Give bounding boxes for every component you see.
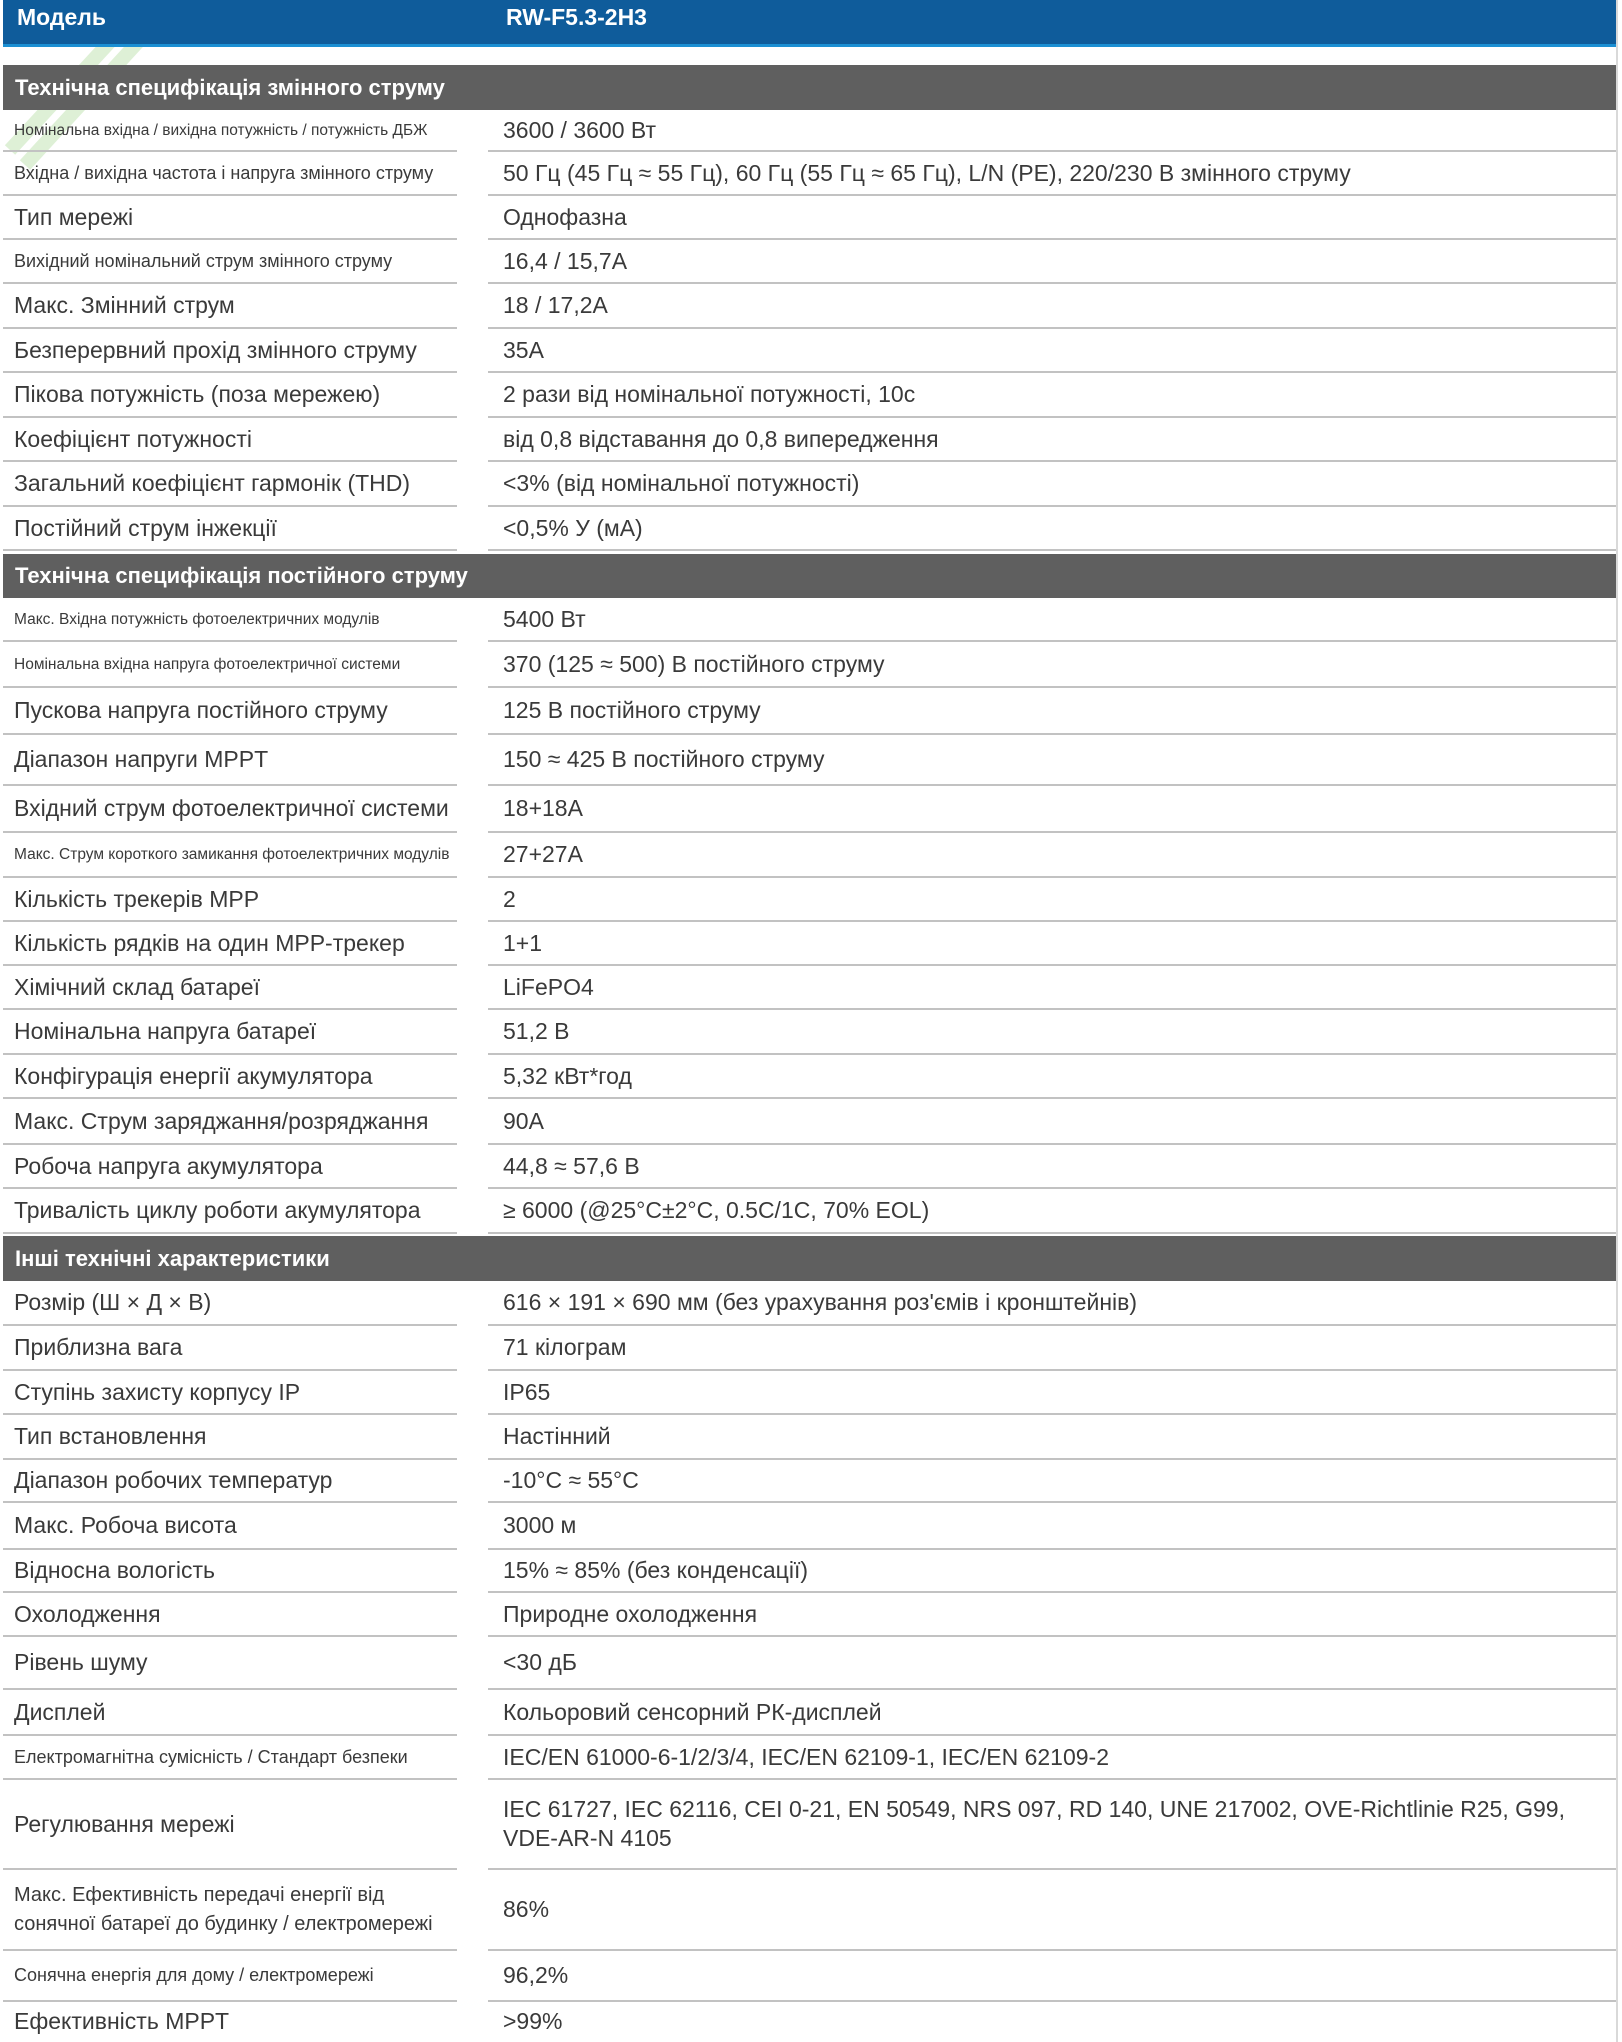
spec-label: Кількість рядків на один MPP-трекер	[14, 929, 405, 956]
spec-label: Макс. Робоча висота	[14, 1512, 237, 1538]
spec-value: <30 дБ	[503, 1649, 577, 1675]
spec-row	[0, 878, 1622, 922]
spec-value: 2 рази від номінальної потужності, 10с	[503, 381, 916, 407]
spec-label: Макс. Вхідна потужність фотоелектричних модулів	[14, 610, 380, 628]
spec-value: 5,32 кВт*год	[503, 1062, 632, 1089]
spec-value: Однофазна	[503, 203, 627, 230]
spec-row	[0, 735, 1622, 786]
spec-label: Тип встановлення	[14, 1423, 207, 1449]
section-header: Інші технічні характеристики	[3, 1236, 1617, 1281]
spec-value: 71 кілограм	[503, 1334, 627, 1360]
spec-value: <0,5% У (мА)	[503, 514, 643, 541]
spec-value: IEC/EN 61000-6-1/2/3/4, IEC/EN 62109-1, IEC/EN 62109-2	[503, 1743, 1109, 1770]
spec-row	[0, 966, 1622, 1010]
table-right-edge	[1616, 0, 1618, 2042]
spec-value: Природне охолодження	[503, 1600, 758, 1627]
spec-row	[0, 418, 1622, 462]
spec-label: Охолодження	[14, 1600, 161, 1627]
spec-label: Хімічний склад батареї	[14, 973, 260, 1000]
spec-value: ≥ 6000 (@25°C±2°C, 0.5C/1C, 70% EOL)	[503, 1197, 930, 1223]
spec-row	[0, 1870, 1622, 1951]
spec-label: Відносна вологість	[14, 1557, 215, 1583]
spec-label: Ступінь захисту корпусу IP	[14, 1378, 301, 1405]
label-divider	[3, 1232, 457, 1234]
spec-label: Електромагнітна сумісність / Стандарт безпеки	[14, 1746, 408, 1767]
spec-value: 2	[503, 885, 516, 912]
spec-value: 96,2%	[503, 1962, 569, 1988]
spec-value: Кольоровий сенсорний РК-дисплей	[503, 1698, 882, 1725]
spec-label: Макс. Ефективність передачі енергії від сонячної батареї до будинку / електромережі	[14, 1883, 433, 1935]
spec-label: Тривалість циклу роботи акумулятора	[14, 1197, 421, 1223]
spec-label: Сонячна енергія для дому / електромережі	[14, 1965, 374, 1985]
spec-row	[0, 1281, 1622, 1326]
spec-label: Загальний коефіцієнт гармонік (THD)	[14, 470, 411, 496]
spec-row	[0, 373, 1622, 418]
model-value: RW-F5.3-2H3	[506, 4, 647, 30]
spec-row	[0, 1055, 1622, 1099]
spec-label: Дисплей	[14, 1698, 106, 1725]
spec-label: Пікова потужність (поза мережею)	[14, 381, 381, 407]
spec-value: 370 (125 ≈ 500) В постійного струму	[503, 650, 885, 677]
spec-row	[0, 1326, 1622, 1371]
spec-value: 44,8 ≈ 57,6 В	[503, 1152, 640, 1179]
spec-label: Макс. Струм короткого замикання фотоелектричних модулів	[14, 846, 450, 863]
spec-row	[0, 329, 1622, 373]
spec-row	[0, 1371, 1622, 1415]
spec-row	[0, 284, 1622, 329]
spec-value: 150 ≈ 425 В постійного струму	[503, 746, 825, 772]
spec-row	[0, 240, 1622, 284]
spec-label: Тип мережі	[14, 203, 134, 230]
spec-label: Конфігурація енергії акумулятора	[14, 1062, 373, 1089]
spec-label: Номінальна вхідна напруга фотоелектричної системи	[14, 655, 401, 673]
spec-row	[0, 1593, 1622, 1637]
spec-label: Рівень шуму	[14, 1649, 148, 1675]
section-header: Технічна специфікація змінного струму	[3, 65, 1617, 110]
spec-label: Кількість трекерів MPP	[14, 885, 260, 912]
spec-value: 35A	[503, 336, 544, 363]
spec-row	[0, 1189, 1622, 1234]
spec-row	[0, 110, 1622, 152]
spec-value: 3000 м	[503, 1512, 577, 1538]
spec-value: 1+1	[503, 929, 543, 956]
spec-label: Постійний струм інжекції	[14, 514, 277, 541]
spec-label: Макс. Струм заряджання/розряджання	[14, 1107, 429, 1134]
spec-value: від 0,8 відставання до 0,8 випередження	[503, 425, 939, 452]
spec-value: 15% ≈ 85% (без конденсації)	[503, 1557, 809, 1583]
spec-row	[0, 833, 1622, 878]
spec-value: 18 / 17,2A	[503, 292, 608, 318]
spec-value: 50 Гц (45 Гц ≈ 55 Гц), 60 Гц (55 Гц ≈ 65 Гц), L/N (PE), 220/230 В змінного струму	[503, 159, 1351, 186]
spec-label: Безперервний прохід змінного струму	[14, 336, 417, 363]
spec-label: Вихідний номінальний струм змінного струму	[14, 250, 393, 271]
spec-label: Вхідний струм фотоелектричної системи	[14, 795, 449, 821]
spec-label: Коефіцієнт потужності	[14, 425, 252, 452]
spec-row	[0, 1550, 1622, 1593]
spec-label: Ефективність MPPT	[14, 2007, 230, 2034]
model-header-bar	[3, 0, 1617, 47]
spec-label: Регулювання мережі	[14, 1810, 235, 1837]
spec-label: Вхідна / вихідна частота і напруга змінного струму	[14, 162, 434, 183]
spec-row	[0, 507, 1622, 551]
spec-value: >99%	[503, 2007, 563, 2034]
spec-label: Номінальна напруга батареї	[14, 1018, 317, 1044]
spec-value: -10°C ≈ 55°C	[503, 1467, 639, 1493]
spec-value: 27+27A	[503, 841, 583, 867]
spec-value: 86%	[503, 1896, 550, 1922]
spec-value: 18+18A	[503, 795, 583, 821]
spec-row	[0, 642, 1622, 688]
spec-row	[0, 1690, 1622, 1736]
label-divider	[3, 549, 457, 551]
spec-label: Діапазон робочих температур	[14, 1467, 333, 1493]
spec-row	[0, 1145, 1622, 1189]
spec-value: LiFePO4	[503, 973, 594, 1000]
spec-row	[0, 922, 1622, 966]
spec-label: Номінальна вхідна / вихідна потужність / потужність ДБЖ	[14, 121, 428, 139]
spec-value: Настінний	[503, 1423, 611, 1449]
spec-row	[0, 1503, 1622, 1550]
spec-row	[0, 1415, 1622, 1460]
section-header: Технічна специфікація постійного струму	[3, 554, 1617, 598]
spec-row	[0, 1780, 1622, 1870]
spec-value: IP65	[503, 1378, 551, 1405]
spec-value: 51,2 В	[503, 1018, 570, 1044]
spec-value: 125 В постійного струму	[503, 697, 761, 723]
spec-value: <3% (від номінальної потужності)	[503, 470, 860, 496]
spec-label: Приблизна вага	[14, 1334, 183, 1360]
spec-row	[0, 1460, 1622, 1503]
spec-row	[0, 598, 1622, 642]
spec-value: 16,4 / 15,7A	[503, 247, 628, 274]
spec-label: Робоча напруга акумулятора	[14, 1152, 323, 1179]
spec-value: 616 × 191 × 690 мм (без урахування роз'ємів і кронштейнів)	[503, 1289, 1138, 1315]
spec-row	[0, 1010, 1622, 1055]
model-label: Модель	[17, 4, 107, 30]
spec-row	[0, 2002, 1622, 2042]
spec-row	[0, 1099, 1622, 1145]
value-divider	[488, 1232, 1617, 1234]
spec-row	[0, 1736, 1622, 1780]
spec-row	[0, 462, 1622, 507]
spec-value: 90A	[503, 1107, 544, 1134]
spec-label: Макс. Змінний струм	[14, 292, 235, 318]
spec-row	[0, 688, 1622, 735]
spec-row	[0, 1951, 1622, 2002]
spec-label: Розмір (Ш × Д × В)	[14, 1289, 212, 1315]
spec-value: IEC 61727, IEC 62116, CEI 0-21, EN 50549, NRS 097, RD 140, UNE 217002, OVE-Richtlinie R25, G99, VDE-AR-N 4105	[503, 1796, 1565, 1851]
value-divider	[488, 549, 1617, 551]
spec-row	[0, 786, 1622, 833]
spec-label: Пускова напруга постійного струму	[14, 697, 388, 723]
spec-row	[0, 152, 1622, 196]
spec-value: 3600 / 3600 Вт	[503, 116, 657, 143]
spec-label: Діапазон напруги MPPT	[14, 746, 269, 772]
spec-value: 5400 Вт	[503, 605, 586, 632]
spec-row	[0, 1637, 1622, 1690]
spec-row	[0, 196, 1622, 240]
